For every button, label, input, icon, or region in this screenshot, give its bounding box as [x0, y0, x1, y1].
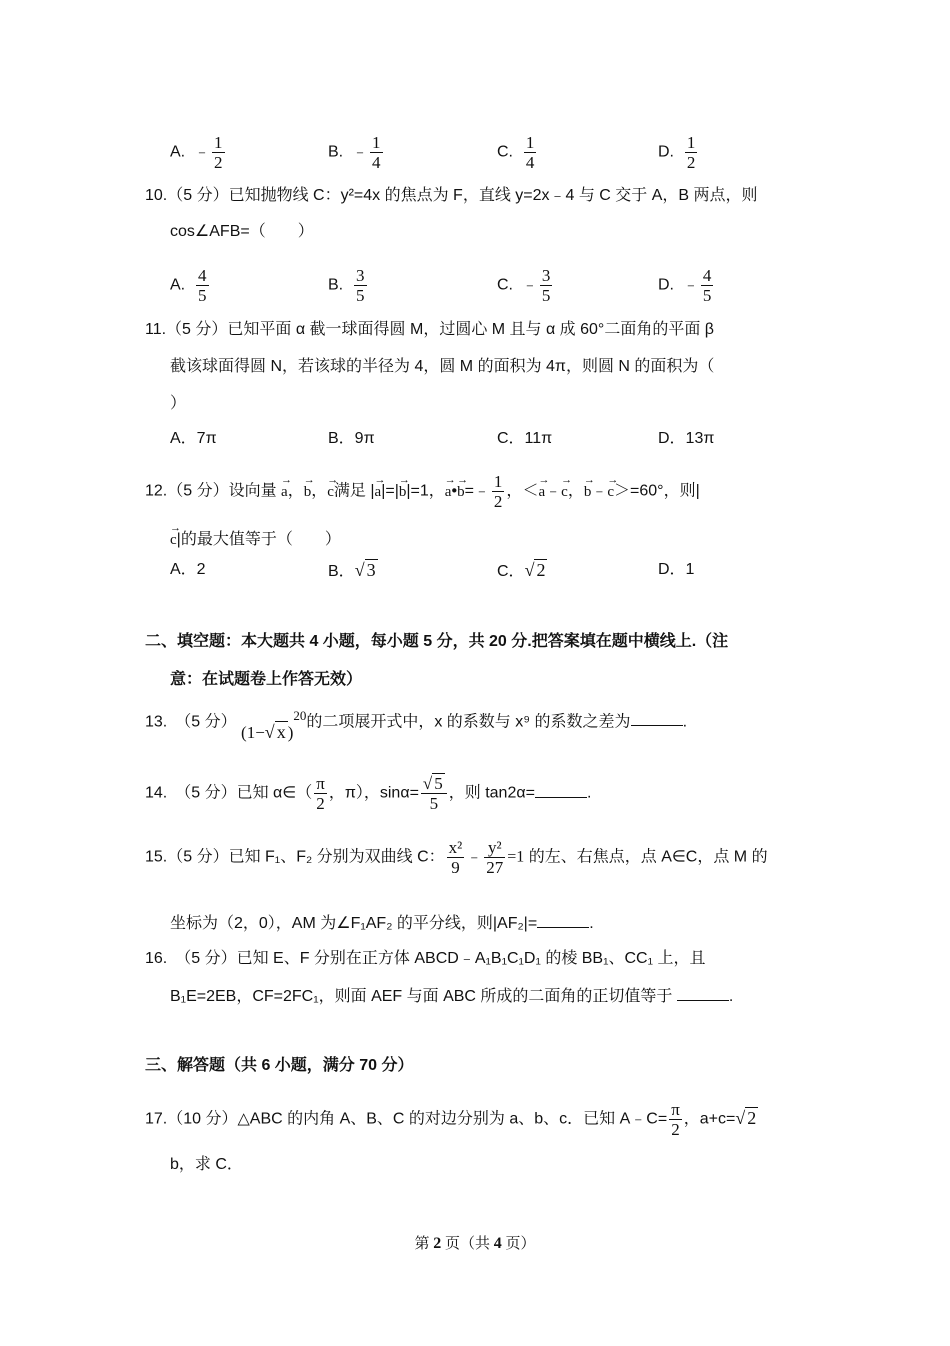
q12-stem-line1: 12.（5 分）设向量 → a，→ b，→ c满足 |→ a|=|→ b|=1，→ a•→ b=﹣ $\frac{1}{2}$ ，＜→ a﹣→ c，→ b﹣→ c＞=60°，则|: [145, 472, 700, 511]
page-number: 2: [433, 1235, 442, 1252]
q16-stem-line1: 16. （5 分）已知 E、F 分别在正方体 ABCD﹣A₁B₁C₁D₁ 的棱 BB₁、CC₁ 上，且: [145, 950, 706, 967]
q10-option-a: A. $\frac{4}{5}$: [170, 266, 207, 305]
q17-stem-line2: b，求 C．: [170, 1156, 243, 1173]
q10-stem-line2: cos∠AFB=（ ）: [170, 223, 314, 240]
q10-option-d: D. ﹣ $\frac{4}{5}$: [658, 266, 712, 305]
page-total: 4: [493, 1235, 502, 1252]
q10-option-b: B. $\frac{3}{5}$: [328, 266, 365, 305]
q9-option-b: B. ﹣ $\frac{1}{4}$: [328, 133, 381, 172]
q11-stem-line3: ）: [170, 395, 187, 412]
q16-stem-line2: B₁E=2EB，CF=2FC₁，则面 AEF 与面 ABC 所成的二面角的正切值等于 .: [170, 988, 734, 1005]
q14-stem: 14. （5 分）已知 α∈（ $\frac{\pi}{2}$ ，π），sinα= $\frac{√ 5}{5}$ ，则 tan2α= .: [145, 774, 592, 813]
section-3-heading: 三、解答题（共 6 小题，满分 70 分）: [145, 1057, 414, 1074]
q11-option-a: A．7π: [170, 430, 217, 447]
q13-stem: 13. （5 分） (1−√ x )$^{20}$的二项展开式中，x 的系数与 x⁹ 的系数之差为 .: [145, 708, 688, 743]
q12-option-b: B．√ 3: [328, 560, 376, 580]
q15-answer-blank: [537, 913, 589, 928]
q12-option-d: D．1: [658, 561, 695, 578]
q9-option-a: A. ﹣ $\frac{1}{2}$: [170, 133, 223, 172]
q11-stem-line2: 截该球面得圆 N，若该球的半径为 4，圆 M 的面积为 4π，则圆 N 的面积为（: [170, 358, 715, 375]
q11-stem-line1: 11.（5 分）已知平面 α 截一球面得圆 M，过圆心 M 且与 α 成 60°二面角的平面 β: [145, 321, 714, 338]
q12-option-c: C．√ 2: [497, 560, 546, 580]
q17-stem-line1: 17.（10 分）△ABC 的内角 A、B、C 的对边分别为 a、b、c．已知 A﹣C= $\frac{\pi}{2}$ ，a+c=√ 2: [145, 1100, 757, 1139]
q12-option-a: A．2: [170, 561, 206, 578]
section-2-heading-line2: 意：在试题卷上作答无效）: [170, 671, 363, 688]
q11-option-d: D．13π: [658, 430, 715, 447]
q13-answer-blank: [631, 711, 683, 726]
q9-option-c: C. $\frac{1}{4}$: [497, 133, 535, 172]
q16-answer-blank: [677, 986, 729, 1001]
section-2-heading-line1: 二、填空题：本大题共 4 小题，每小题 5 分，共 20 分.把答案填在题中横线上.（注: [145, 633, 729, 650]
q11-option-b: B．9π: [328, 430, 375, 447]
q10-option-c: C. ﹣ $\frac{3}{5}$: [497, 266, 551, 305]
page-footer: 第 2 页（共 4 页）: [414, 1235, 536, 1252]
q14-answer-blank: [535, 783, 587, 798]
q9-option-d: D. $\frac{1}{2}$: [658, 133, 696, 172]
q15-stem-line1: 15.（5 分）已知 F₁、F₂ 分别为双曲线 C： $\frac{\text{x²}}{9}$ ﹣ $\frac{\text{y²}}{27}$ =1 的左、右焦点，点 A∈C，点 M 的: [145, 838, 768, 877]
q15-stem-line2: 坐标为（2，0），AM 为∠F₁AF₂ 的平分线，则|AF₂|= .: [170, 915, 594, 932]
q11-option-c: C．11π: [497, 430, 553, 447]
q12-stem-line2: → c|的最大值等于（ ）: [170, 524, 341, 550]
q10-stem-line1: 10.（5 分）已知抛物线 C：y²=4x 的焦点为 F，直线 y=2x﹣4 与 C 交于 A，B 两点，则: [145, 187, 758, 204]
